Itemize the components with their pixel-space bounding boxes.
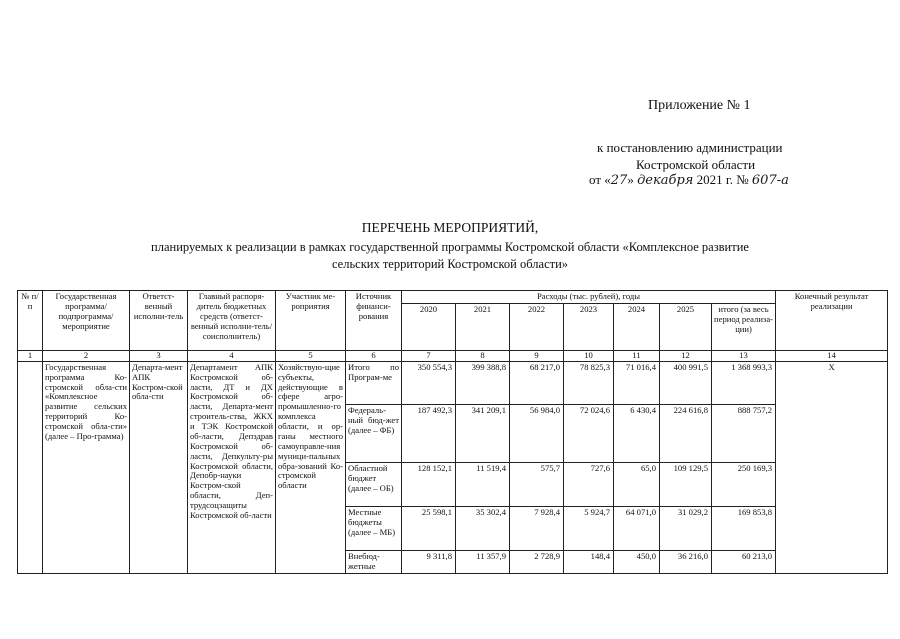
appendix-label: Приложение № 1 (648, 98, 751, 113)
value-cell: 25 598,1 (402, 506, 456, 550)
value-cell: 6 430,4 (614, 404, 660, 462)
value-cell: 11 519,4 (456, 462, 510, 506)
executor-cell: Департа-мент АПК Костром-ской обла-сти (130, 361, 188, 573)
value-cell: 187 492,3 (402, 404, 456, 462)
col-number: 4 (188, 350, 276, 361)
program-cell: Государственная программа Ко-стромской обла-сти «Комплексное развитие сельских территорий Ко-стромской обла-сти» (далее – Про-грамма) (43, 361, 130, 573)
value-cell: 575,7 (510, 462, 564, 506)
col-number: 9 (510, 350, 564, 361)
value-cell: 224 616,8 (660, 404, 712, 462)
col-number: 3 (130, 350, 188, 361)
header-source: Источник финанси-рования (346, 291, 402, 351)
col-number: 13 (712, 350, 776, 361)
total-cell: 250 169,3 (712, 462, 776, 506)
decree-month: декабря (637, 173, 694, 188)
header-program: Государственная программа/ подпрограмма/ мероприятие (43, 291, 130, 351)
document-subtitle-line-2: сельских территорий Костромской области» (331, 257, 569, 271)
header-year: 2021 (456, 303, 510, 350)
measures-table (17, 290, 888, 574)
header-participant: Участник ме-роприятия (276, 291, 346, 351)
header-expenses: Расходы (тыс. рублей), годы (402, 291, 776, 304)
value-cell: 128 152,1 (402, 462, 456, 506)
document-title: ПЕРЕЧЕНЬ МЕРОПРИЯТИЙ, (361, 220, 539, 235)
header-num: № п/п (18, 291, 43, 351)
header-year: 2024 (614, 303, 660, 350)
total-cell: 1 368 993,3 (712, 361, 776, 404)
header-result: Конечный результат реализации (776, 291, 888, 351)
value-cell: 148,4 (564, 550, 614, 573)
value-cell: 56 984,0 (510, 404, 564, 462)
decree-prefix: от « (589, 172, 611, 187)
decree-date-line (589, 172, 789, 188)
value-cell: 2 728,9 (510, 550, 564, 573)
source-cell: Областной бюджет (далее – ОБ) (346, 462, 402, 506)
value-cell: 109 129,5 (660, 462, 712, 506)
value-cell: 350 554,3 (402, 361, 456, 404)
value-cell: 11 357,9 (456, 550, 510, 573)
table-row-total (18, 361, 888, 404)
decree-mid: » (627, 172, 638, 187)
value-cell: 341 209,1 (456, 404, 510, 462)
col-number: 6 (346, 350, 402, 361)
value-cell: 36 216,0 (660, 550, 712, 573)
decree-year: 2021 г. № (693, 172, 752, 187)
header-year: 2022 (510, 303, 564, 350)
decree-number: 607-а (751, 173, 789, 188)
col-number: 8 (456, 350, 510, 361)
header-manager: Главный распоря-дитель бюджетных средств (ответст-венный исполни-тель/ соисполнитель) (188, 291, 276, 351)
value-cell: 400 991,5 (660, 361, 712, 404)
value-cell: 7 928,4 (510, 506, 564, 550)
header-year: 2020 (402, 303, 456, 350)
col-number: 1 (18, 350, 43, 361)
col-number: 14 (776, 350, 888, 361)
source-cell: Внебюд-жетные (346, 550, 402, 573)
header-row-1 (18, 291, 888, 304)
header-year: 2025 (660, 303, 712, 350)
value-cell: 78 825,3 (564, 361, 614, 404)
value-cell: 450,0 (614, 550, 660, 573)
row-num-cell (18, 361, 43, 573)
decree-day: 27 (610, 173, 628, 188)
document-subtitle-line-1: планируемых к реализации в рамках государственной программы Костромской области «Комплексное развитие (151, 240, 749, 254)
col-number: 2 (43, 350, 130, 361)
total-cell: 169 853,8 (712, 506, 776, 550)
participant-cell: Хозяйствую-щие субъекты, действующие в сфере агро-промышленно-го комплекса области, и ор-ганы местного самоуправле-ния муници-пальных обра-зований Ко-стромской области (276, 361, 346, 573)
decree-line-2: Костромской области (636, 157, 756, 172)
col-number: 5 (276, 350, 346, 361)
header-year: 2023 (564, 303, 614, 350)
col-number: 11 (614, 350, 660, 361)
source-cell: Итого по Програм-ме (346, 361, 402, 404)
col-number: 7 (402, 350, 456, 361)
value-cell: 72 024,6 (564, 404, 614, 462)
value-cell: 71 016,4 (614, 361, 660, 404)
column-number-row (18, 350, 888, 361)
source-cell: Федераль-ный бюд-жет (далее – ФБ) (346, 404, 402, 462)
header-executor: Ответст-венный исполни-тель (130, 291, 188, 351)
source-cell: Местные бюджеты (далее – МБ) (346, 506, 402, 550)
value-cell: 31 029,2 (660, 506, 712, 550)
value-cell: 65,0 (614, 462, 660, 506)
value-cell: 68 217,0 (510, 361, 564, 404)
total-cell: 60 213,0 (712, 550, 776, 573)
value-cell: 5 924,7 (564, 506, 614, 550)
col-number: 10 (564, 350, 614, 361)
value-cell: 727,6 (564, 462, 614, 506)
value-cell: 399 388,8 (456, 361, 510, 404)
value-cell: 9 311,8 (402, 550, 456, 573)
result-cell: Х (776, 361, 888, 573)
value-cell: 64 071,0 (614, 506, 660, 550)
header-total: итого (за весь период реализа-ции) (712, 303, 776, 350)
manager-cell: Департамент АПК Костромской об-ласти, ДТ и ДХ Костромской об-ласти, Департа-мент строитель-ства, ЖКХ и ТЭК Костромской об-ласти, Депздрав Костромской об-ласти, Депкульту-ры Костромской области, Депобр-науки Костром-ской области, Деп-трудсоцзащиты Костромской об-ласти (188, 361, 276, 573)
value-cell: 35 302,4 (456, 506, 510, 550)
col-number: 12 (660, 350, 712, 361)
total-cell: 888 757,2 (712, 404, 776, 462)
decree-line-1: к постановлению администрации (597, 140, 783, 155)
